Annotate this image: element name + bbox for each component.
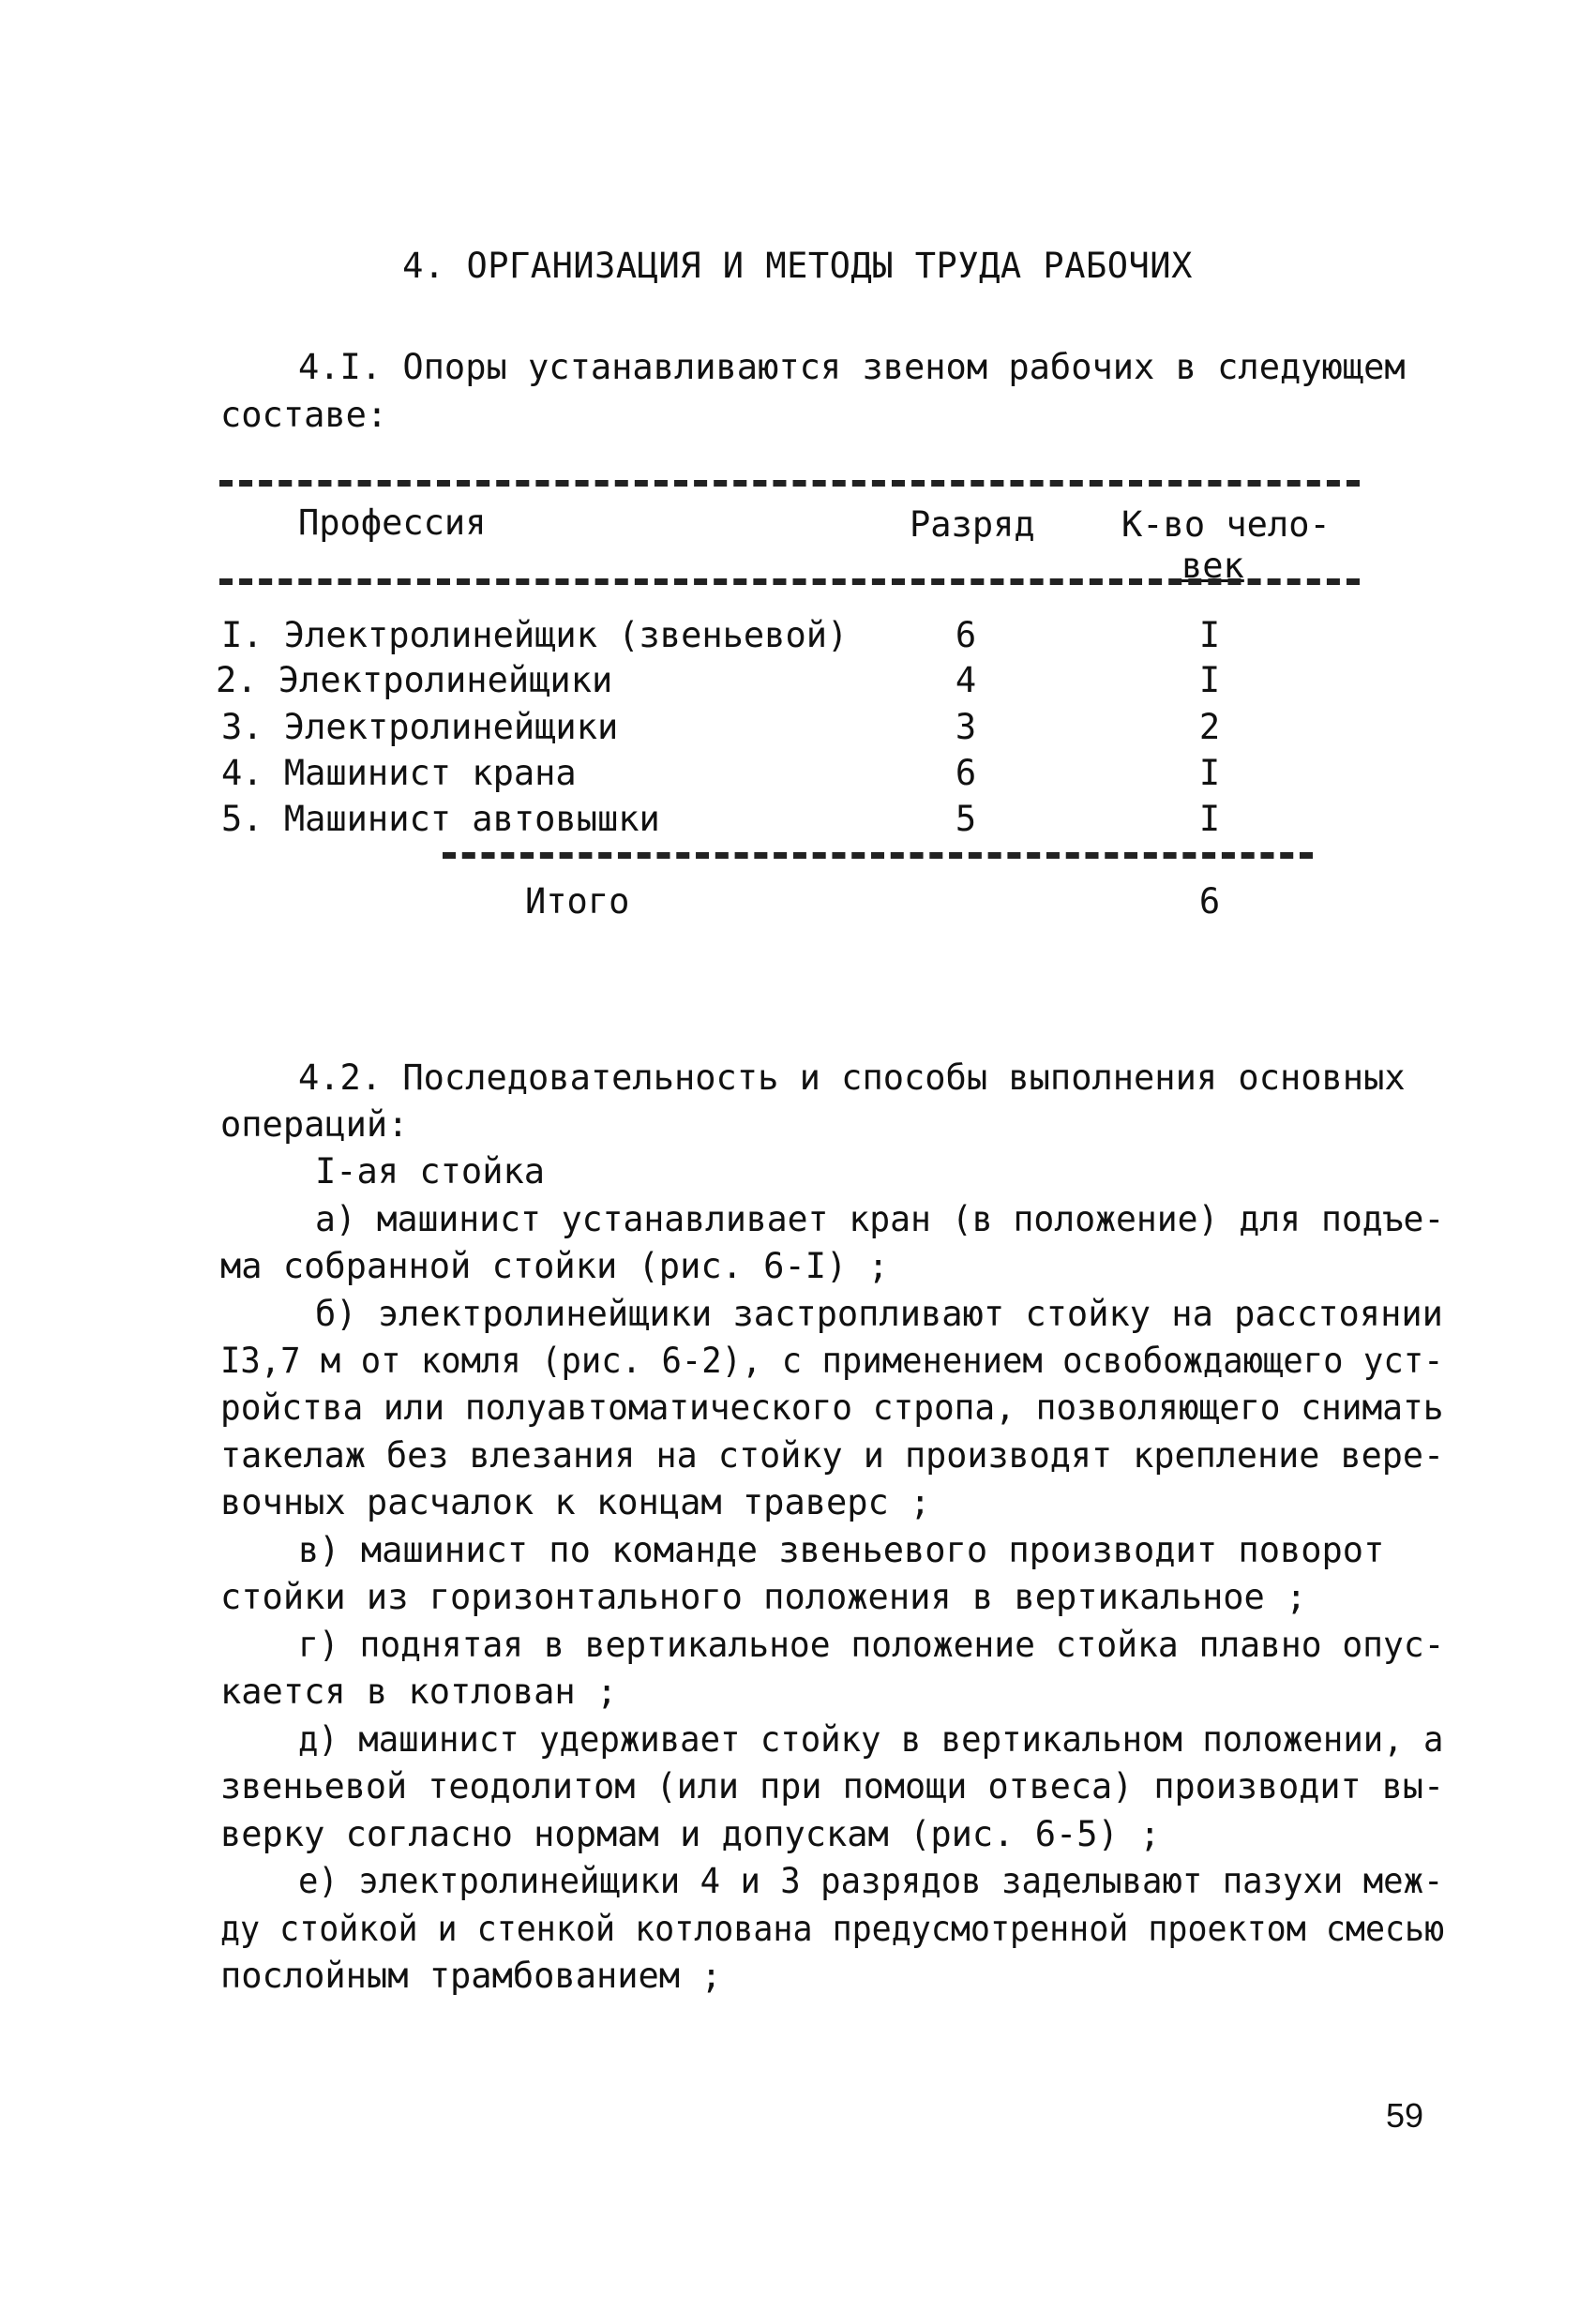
text-line: послойным трамбованием ;	[220, 1956, 722, 1996]
text-line: 4.2. Последовательность и способы выполнения основных	[298, 1057, 1406, 1098]
text-line: д) машинист удерживает стойку в вертикальном положении, а	[298, 1719, 1444, 1760]
intro-line-1: 4.I. Опоры устанавливаются звеном рабочих в следующем	[298, 347, 1406, 387]
table-row-2-grade: 4	[955, 660, 977, 700]
table-row-5-profession: 5. Машинист автовышки	[221, 799, 660, 839]
header-profession: Профессия	[298, 502, 487, 543]
header-grade: Разряд	[910, 504, 1035, 545]
text-line: верку согласно нормам и допускам (рис. 6-5) ;	[220, 1814, 1161, 1854]
text-line: I-ая стойка	[315, 1151, 546, 1192]
table-total-value: 6	[1198, 881, 1221, 922]
text-line: е) электролинейщики 4 и 3 разрядов заделывают пазухи меж-	[298, 1861, 1444, 1901]
text-line: г) поднятая в вертикальное положение стойка плавно опус-	[298, 1625, 1445, 1665]
text-line: такелаж без влезания на стойку и производят крепление вере-	[220, 1435, 1445, 1476]
table-row-2-count: I	[1198, 660, 1221, 700]
table-row-4-grade: 6	[955, 753, 977, 793]
text-line: ройства или полуавтоматического стропа, позволяющего снимать	[220, 1387, 1444, 1428]
text-line: звеньевой теодолитом (или при помощи отвеса) производит вы-	[220, 1766, 1445, 1807]
table-row-3-grade: 3	[955, 707, 977, 747]
table-row-4-count: I	[1198, 753, 1221, 793]
table-row-1-profession: I. Электролинейщик (звеньевой)	[221, 615, 849, 655]
text-line: а) машинист устанавливает кран (в положение) для подъе-	[315, 1199, 1445, 1239]
table-top-rule	[219, 480, 1360, 487]
table-total-rule	[443, 852, 1313, 859]
section-title: 4. ОРГАНИЗАЦИЯ И МЕТОДЫ ТРУДА РАБОЧИХ	[402, 246, 1193, 286]
table-row-1-count: I	[1198, 615, 1221, 655]
text-line: операций:	[220, 1104, 409, 1145]
table-row-3-count: 2	[1198, 707, 1221, 747]
text-line: стойки из горизонтального положения в вертикальное ;	[220, 1577, 1307, 1617]
intro-line-2: составе:	[220, 395, 388, 435]
table-row-3-profession: 3. Электролинейщики	[221, 707, 619, 747]
table-row-1-grade: 6	[955, 615, 977, 655]
table-total-label: Итого	[525, 881, 630, 922]
text-line: ма собранной стойки (рис. 6-I) ;	[220, 1246, 889, 1286]
table-row-4-profession: 4. Машинист крана	[221, 753, 577, 793]
text-line: I3,7 м от комля (рис. 6-2), с применением освобождающего уст-	[220, 1341, 1444, 1381]
table-row-2-profession: 2. Электролинейщики	[216, 660, 613, 700]
table-row-5-grade: 5	[955, 799, 977, 839]
table-row-5-count: I	[1198, 799, 1221, 839]
text-line: вочных расчалок к концам траверс ;	[220, 1482, 931, 1522]
text-line: в) машинист по команде звеньевого производит поворот	[298, 1530, 1385, 1570]
text-line: кается в котлован ;	[220, 1672, 618, 1712]
page-number: 59	[1386, 2096, 1424, 2135]
text-line: б) электролинейщики застропливают стойку на расстоянии	[315, 1294, 1443, 1334]
header-count-line2: век	[1181, 546, 1244, 586]
text-line: ду стойкой и стенкой котлована предусмотренной проектом смесью	[220, 1909, 1445, 1949]
header-count-line1: К-во чело-	[1121, 504, 1331, 545]
table-header-rule	[219, 578, 1360, 585]
